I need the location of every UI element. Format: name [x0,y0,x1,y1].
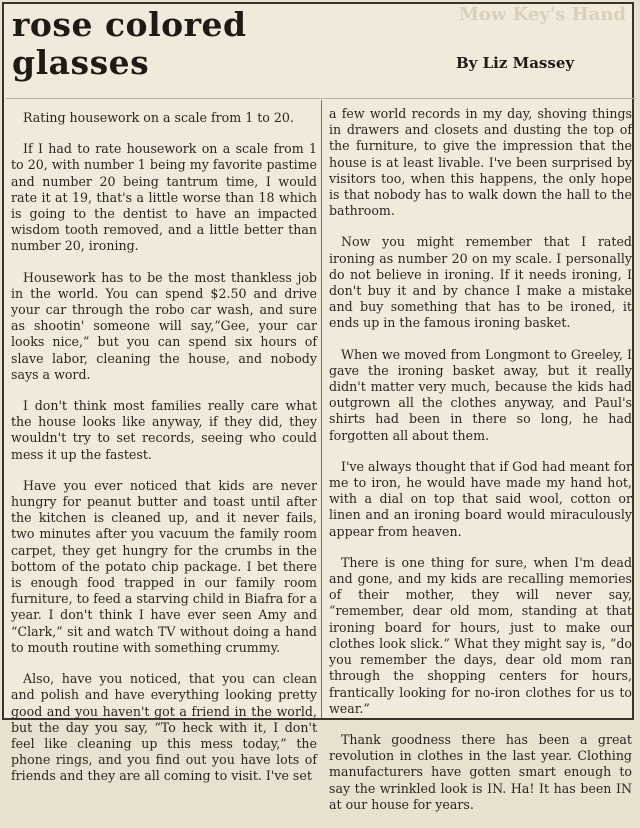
paragraph: Have you ever noticed that kids are never hungry for peanut butter and toast until after the kitchen is cleaned up, and it never fails, two minutes after you vacuum the family room carpet, they get hungry for the crumbs in the bottom of the potato chip package. I bet there is enough food trapped in our family room furniture, to feed a starving child in Biafra for a year. I don't think I have ever seen Amy and “Clark,” sit and watch TV without doing a hand to mouth routine with something crummy. [11,477,317,655]
byline: By Liz Massey [456,54,575,72]
right-column [329,106,632,828]
paragraph: Thank goodness there has been a great revolution in clothes in the last year. Clothing manufacturers have gotten smart enough to say the wrinkled look is IN. Ha! It has been IN at our house for years. [329,731,632,812]
paragraph: Now you might remember that I rated ironing as number 20 on my scale. I personally do not believe in ironing. If it needs ironing, I don't buy it and by chance I make a mistake and buy something that has to be ironed, it ends up in the famous ironing basket. [329,234,632,331]
paragraph: a few world records in my day, shoving things in drawers and closets and dusting the top of the furniture, to give the impression that the house is at least livable. I've been surprised by visitors too, when this happens, the only hope is that nobody has to walk down the hall to the bathroom. [329,106,632,219]
paragraph: If I had to rate housework on a scale from 1 to 20, with number 1 being my favorite pastime and number 20 being tantrum time, I would rate it at 19, that's a little worse than 18 which is going to the dentist to have an impacted wisdom tooth removed, and a little better than number 20, ironing. [11,141,317,254]
paragraph: I don't think most families really care what the house looks like anyway, if they did, they wouldn't try to set records, seeing who could mess it up the fastest. [11,398,317,462]
header-divider [6,98,636,99]
paragraph: I've always thought that if God had meant for me to iron, he would have made my hand hot, with a dial on top that said wool, cotton or linen and an ironing board would miraculously appear from heaven. [329,458,632,539]
paragraph: Rating housework on a scale from 1 to 20. [23,110,294,125]
column-divider [321,100,322,718]
title-line-2: glasses [12,43,150,82]
paragraph: Housework has to be the most thankless job in the world. You can spend $2.50 and drive your car through the robo car wash, and sure as shootin' someone will say,“Gee, your car looks nice,” but you can spend six hours of slave labor, cleaning the house, and nobody says a word. [11,269,317,382]
paragraph: When we moved from Longmont to Greeley, I gave the ironing basket away, but it really didn't matter very much, because the kids had outgrown all the clothes anyway, and Paul's shirts had been in there so long, he had forgotten all about them. [329,346,632,443]
paragraph: There is one thing for sure, when I'm dead and gone, and my kids are recalling memories of their mother, they will never say, “remember, dear old mom, standing at that ironing board for hours, just to make our clothes look slick.” What they might say is, “do you remember the days, dear old mom ran through the shopping centers for hours, frantically looking for no-iron clothes for us to wear.” [329,554,632,716]
title-line-1: rose colored [12,5,247,44]
left-column [11,110,317,800]
column-title [12,6,247,82]
newspaper-clipping [2,2,634,812]
paragraph: Also, have you noticed, that you can clean and polish and have everything looking pretty good and you haven't got a friend in the world, but the day you say, “To heck with it, I don't feel like cleaning up this mess today,” the phone rings, and you find out you have lots of friends and they are all coming to visit. I've set [11,671,317,784]
bleed-through-text: Mow Key's Hand [458,4,626,25]
